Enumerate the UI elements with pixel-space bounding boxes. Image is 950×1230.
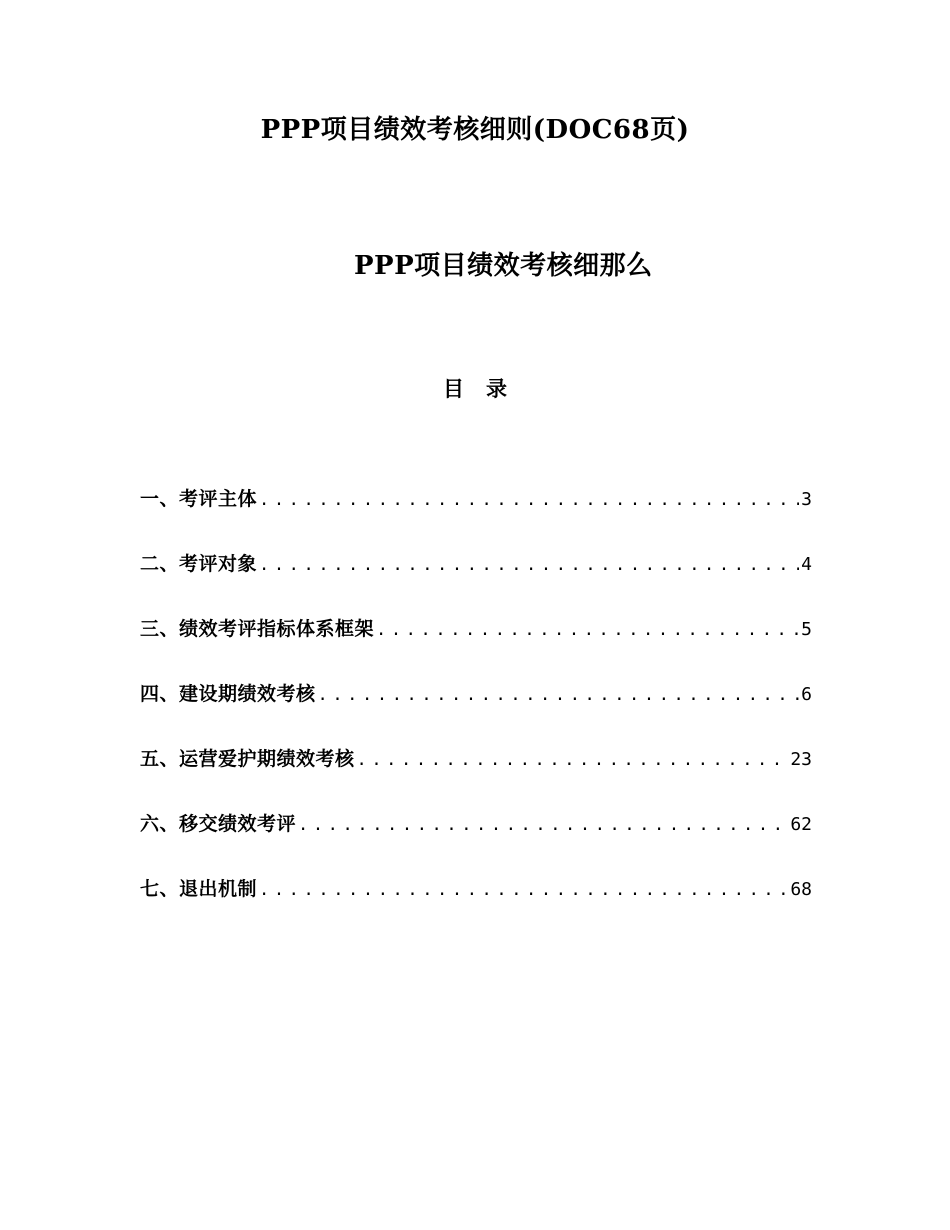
toc-dot-leader	[259, 875, 788, 905]
document-subtitle: PPP项目绩效考核细那么	[354, 251, 653, 281]
toc-page-number: 68	[790, 879, 812, 900]
toc-page-number: 5	[801, 619, 812, 640]
toc-entry-label: 四、建设期绩效考核	[140, 683, 316, 705]
document-title: PPP项目绩效考核细则(DOC68页)	[260, 115, 690, 145]
toc-entry[interactable]	[140, 549, 812, 614]
toc-dot-leader	[357, 745, 789, 775]
toc-dot-leader	[259, 550, 799, 580]
toc-dot-leader	[259, 485, 799, 515]
toc-heading: 目 录	[443, 376, 507, 401]
toc-entry[interactable]	[140, 874, 812, 939]
table-of-contents	[140, 484, 812, 939]
toc-entry[interactable]	[140, 484, 812, 549]
toc-entry-label: 七、退出机制	[140, 878, 258, 900]
toc-entry[interactable]	[140, 744, 812, 809]
toc-entry[interactable]	[140, 614, 812, 679]
toc-dot-leader	[376, 615, 799, 645]
toc-entry-label: 一、考评主体	[140, 488, 258, 510]
toc-page-number: 23	[790, 749, 812, 770]
toc-entry-label: 三、绩效考评指标体系框架	[140, 618, 375, 640]
toc-entry-label: 五、运营爱护期绩效考核	[140, 748, 355, 770]
toc-page-number: 62	[790, 814, 812, 835]
toc-page-number: 4	[801, 554, 812, 575]
toc-page-number: 6	[801, 684, 812, 705]
toc-entry-label: 六、移交绩效考评	[140, 813, 297, 835]
toc-entry-label: 二、考评对象	[140, 553, 258, 575]
toc-entry[interactable]	[140, 679, 812, 744]
toc-dot-leader	[298, 810, 788, 840]
toc-page-number: 3	[801, 489, 812, 510]
toc-dot-leader	[318, 680, 800, 710]
toc-entry[interactable]	[140, 809, 812, 874]
